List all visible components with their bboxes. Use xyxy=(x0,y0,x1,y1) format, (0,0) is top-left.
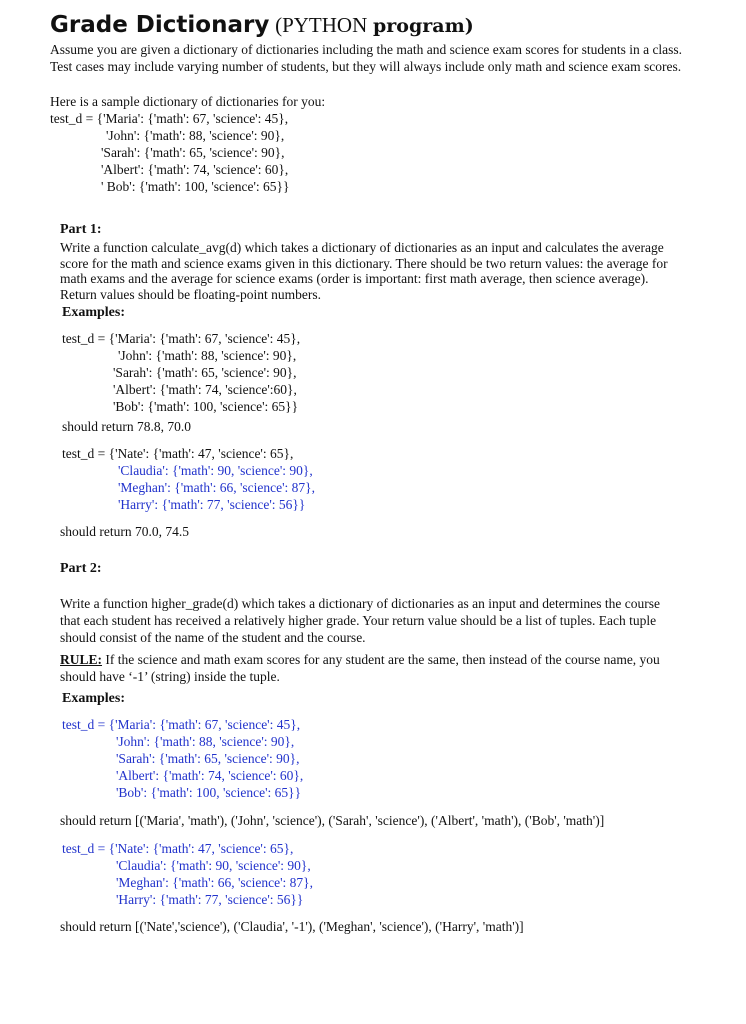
sample-line: 'John': {'math': 88, 'science': 90}, xyxy=(106,128,285,143)
rule-text: If the science and math exam scores for any student are the same, then instead of the course name, you should have ‘-1’ (string) inside the tuple. xyxy=(60,652,660,684)
code-line: 'Bob': {'math': 100, 'science': 65}} xyxy=(113,399,299,414)
part2-example2-return: should return [('Nate','science'), ('Claudia', '-1'), ('Meghan', 'science'), ('Harry', 'math')] xyxy=(60,919,524,934)
part2-example1-return: should return [('Maria', 'math'), ('John', 'science'), ('Sarah', 'science'), ('Albert', 'math'), ('Bob', 'math')] xyxy=(60,813,605,828)
code-line: test_d = {'Nate': {'math': 47, 'science': 65}, xyxy=(62,841,294,856)
code-line: test_d = {'Maria': {'math': 67, 'science': 45}, xyxy=(62,717,301,732)
page-title xyxy=(50,10,474,41)
part1-example2-return: should return 70.0, 74.5 xyxy=(60,524,189,539)
title-language: (PYTHON xyxy=(275,13,368,37)
code-line: 'Claudia': {'math': 90, 'science': 90}, xyxy=(118,463,313,478)
code-line: 'Sarah': {'math': 65, 'science': 90}, xyxy=(116,751,300,766)
code-line: 'Bob': {'math': 100, 'science': 65}} xyxy=(116,785,302,800)
code-line: 'Meghan': {'math': 66, 'science': 87}, xyxy=(116,875,314,890)
part1-description: Write a function calculate_avg(d) which takes a dictionary of dictionaries as an input and calculates the average score for the math and science exams given in this dictionary. There should be two return values: the average for math exams and the average for science exams (order is important: first math average, then science average). Return values should be floating-point numbers. xyxy=(60,240,668,302)
code-line: 'Albert': {'math': 74, 'science': 60}, xyxy=(116,768,304,783)
part2-examples-label: Examples: xyxy=(62,691,125,706)
code-line: 'Harry': {'math': 77, 'science': 56}} xyxy=(116,892,304,907)
sample-line: ' Bob': {'math': 100, 'science': 65}} xyxy=(101,179,290,194)
code-line: test_d = {'Nate': {'math': 47, 'science': 65}, xyxy=(62,446,294,461)
code-line: 'Claudia': {'math': 90, 'science': 90}, xyxy=(116,858,311,873)
sample-intro: Here is a sample dictionary of dictionaries for you: xyxy=(50,94,326,109)
rule-label: RULE: xyxy=(60,652,103,667)
code-line: 'John': {'math': 88, 'science': 90}, xyxy=(118,348,297,363)
part2-description: Write a function higher_grade(d) which takes a dictionary of dictionaries as an input and determines the course that each student has received a relatively higher grade. Your return value should be a list of tuples. Each tuple should consist of the name of the student and the course. xyxy=(60,596,660,645)
code-line: 'Meghan': {'math': 66, 'science': 87}, xyxy=(118,480,316,495)
part2-heading: Part 2: xyxy=(60,561,102,576)
sample-line: 'Sarah': {'math': 65, 'science': 90}, xyxy=(101,145,285,160)
part2-rule xyxy=(60,651,672,685)
title-main: Grade Dictionary xyxy=(50,12,270,38)
code-line: 'Harry': {'math': 77, 'science': 56}} xyxy=(118,497,306,512)
intro-paragraph: Assume you are given a dictionary of dictionaries including the math and science exam scores for students in a class. Test cases may include varying number of students, but they will always include only math and science exam scores. xyxy=(50,42,683,74)
part1-heading: Part 1: xyxy=(60,222,102,237)
title-program: program) xyxy=(373,15,474,37)
code-line: 'Albert': {'math': 74, 'science':60}, xyxy=(113,382,297,397)
part1-examples-label: Examples: xyxy=(62,305,125,320)
code-line: 'John': {'math': 88, 'science': 90}, xyxy=(116,734,295,749)
code-line: test_d = {'Maria': {'math': 67, 'science': 45}, xyxy=(62,331,301,346)
sample-line: test_d = {'Maria': {'math': 67, 'science': 45}, xyxy=(50,111,289,126)
code-line: 'Sarah': {'math': 65, 'science': 90}, xyxy=(113,365,297,380)
sample-line: 'Albert': {'math': 74, 'science': 60}, xyxy=(101,162,289,177)
part1-example1-return: should return 78.8, 70.0 xyxy=(62,419,191,434)
